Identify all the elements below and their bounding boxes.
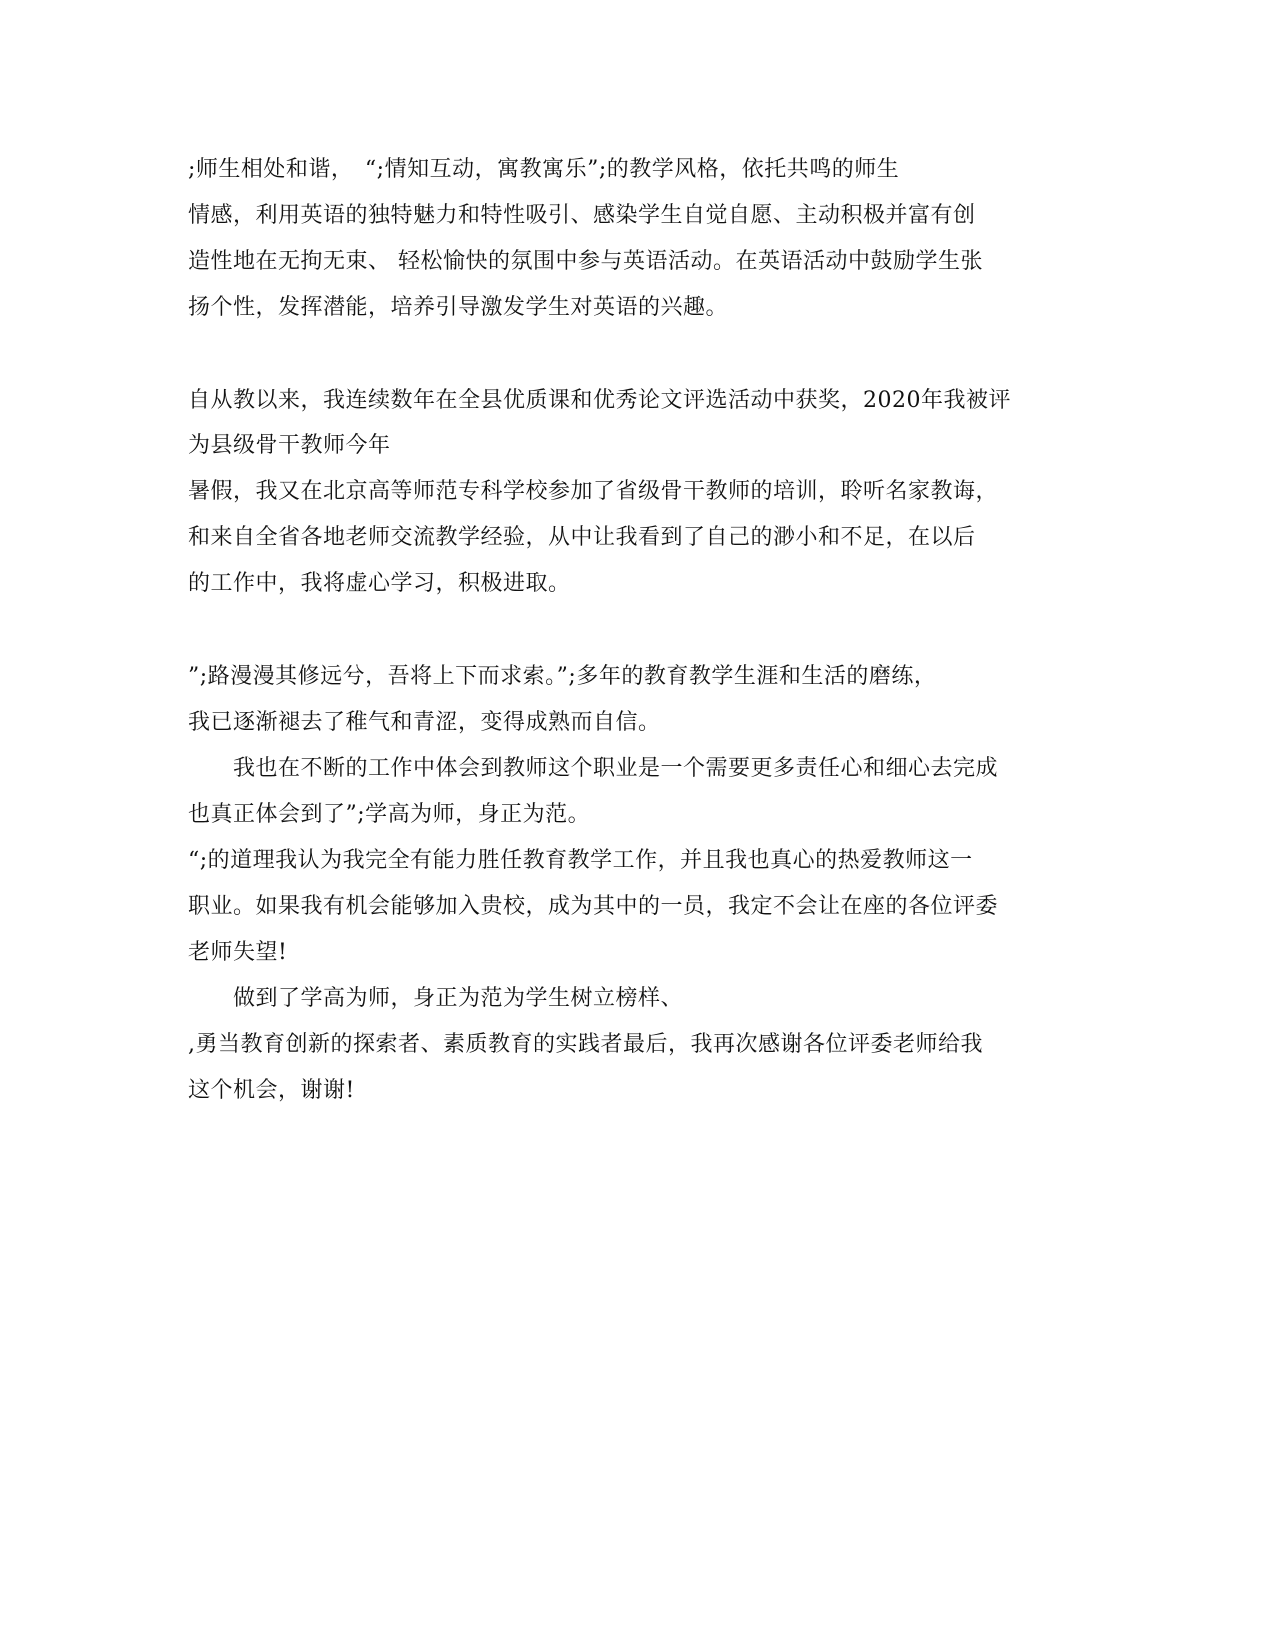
text-line: 造性地在无拘无束、 轻松愉快的氛围中参与英语活动。在英语活动中鼓励学生张 [188,249,983,274]
text-line: 职业。如果我有机会能够加入贵校，成为其中的一员，我定不会让在座的各位评委 [188,894,999,919]
text-line: 的工作中，我将虚心学习，积极进取。 [188,571,571,596]
text-line: 暑假，我又在北京高等师范专科学校参加了省级骨干教师的培训，聆听名家教诲， [188,479,999,504]
text-line: “;的道理我认为我完全有能力胜任教育教学工作，并且我也真心的热爱教师这一 [188,848,973,873]
text-line: 做到了学高为师，身正为范为学生树立榜样、 [188,986,684,1011]
text-line: 情感，利用英语的独特魅力和特性吸引、感染学生自觉自愿、主动积极并富有创 [188,203,976,228]
text-line: ,勇当教育创新的探索者、素质教育的实践者最后，我再次感谢各位评委老师给我 [188,1032,983,1057]
text-line: 为县级骨干教师今年 [188,433,391,458]
text-line: 也真正体会到了”;学高为师，身正为范。 [188,802,591,827]
text-line: 这个机会，谢谢! [188,1078,355,1103]
text-line: 我已逐渐褪去了稚气和青涩，变得成熟而自信。 [188,710,661,735]
text-line: 我也在不断的工作中体会到教师这个职业是一个需要更多责任心和细心去完成 [188,756,999,781]
text-line: 自从教以来，我连续数年在全县优质课和优秀论文评选活动中获奖，2020年我被评 [188,388,1011,413]
text-line: 老师失望! [188,940,288,965]
text-line: ;师生相处和谐， “;情知互动，寓教寓乐”;的教学风格，依托共鸣的师生 [188,157,900,182]
text-line: 扬个性，发挥潜能，培养引导激发学生对英语的兴趣。 [188,295,729,320]
text-line: ”;路漫漫其修远兮，吾将上下而求索。”;多年的教育教学生涯和生活的磨练， [188,664,937,689]
text-line: 和来自全省各地老师交流教学经验，从中让我看到了自己的渺小和不足，在以后 [188,525,976,550]
